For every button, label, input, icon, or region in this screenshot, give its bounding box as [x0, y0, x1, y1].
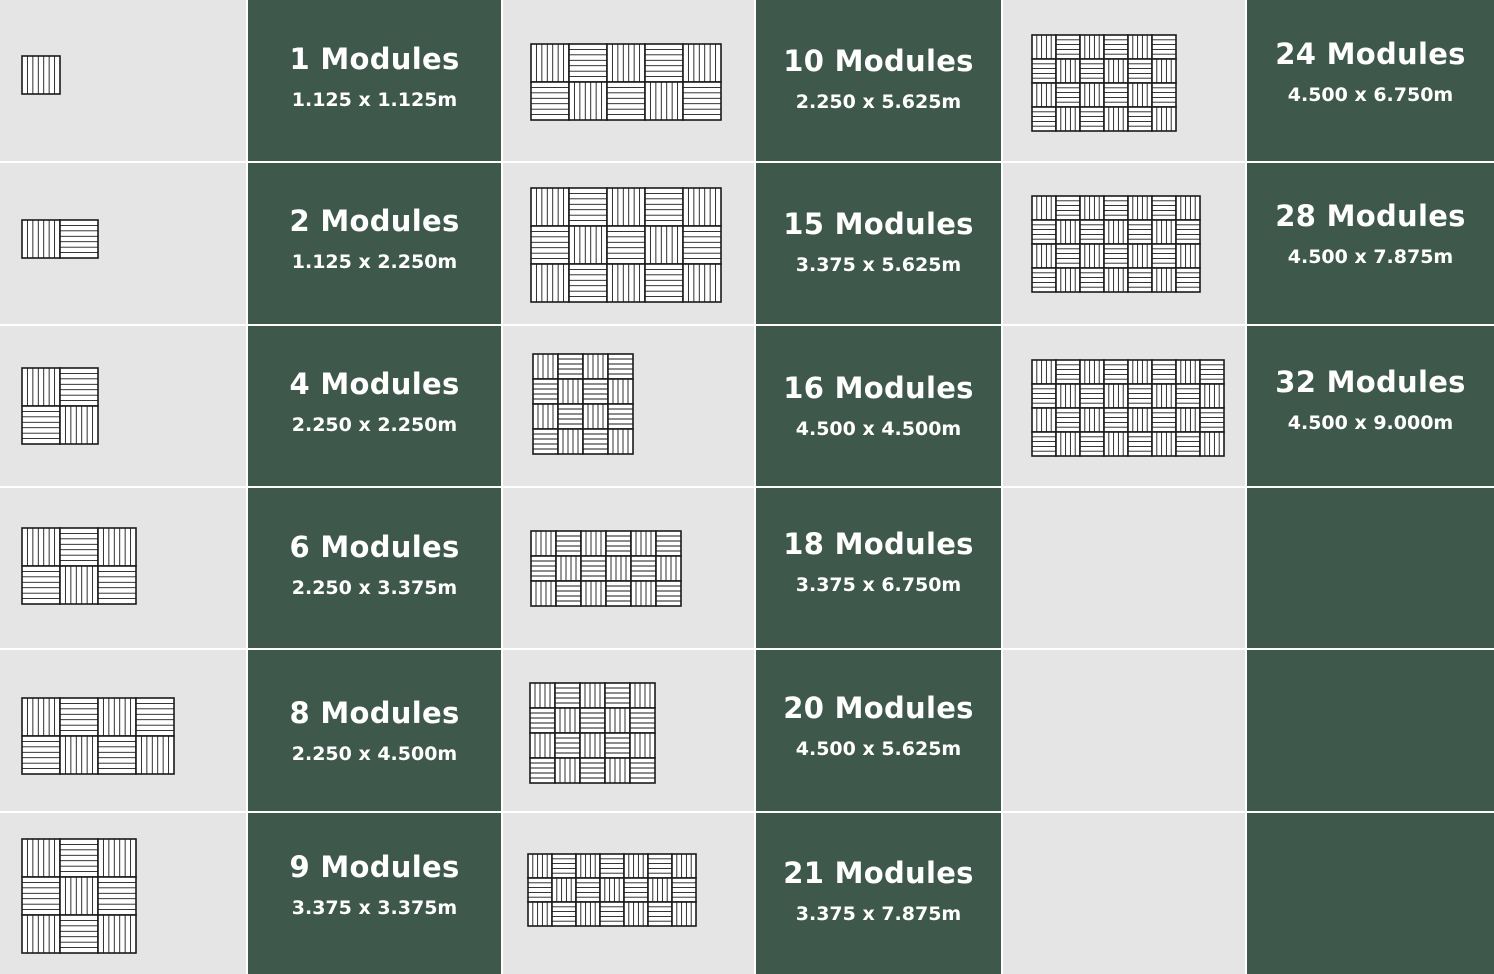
deck-tile	[22, 698, 60, 736]
deck-tile	[22, 220, 60, 258]
deck-tile	[528, 854, 552, 878]
deck-tile	[1152, 59, 1176, 83]
deck-tile	[1056, 244, 1080, 268]
module-layout-diagram	[21, 838, 137, 954]
deck-tile	[531, 264, 569, 302]
module-count: 21 Modules	[783, 856, 974, 890]
deck-tile	[672, 854, 696, 878]
module-layout-diagram	[21, 527, 137, 605]
module-dimensions: 4.500 x 7.875m	[1287, 246, 1454, 268]
deck-tile	[1152, 35, 1176, 59]
module-count: 8 Modules	[289, 696, 460, 730]
module-label-cell	[248, 813, 501, 974]
deck-tile	[606, 581, 631, 606]
deck-tile	[569, 264, 607, 302]
deck-tile	[555, 758, 580, 783]
module-label-cell	[756, 813, 1001, 974]
deck-tile	[1104, 59, 1128, 83]
deck-tile	[98, 566, 136, 604]
deck-tile	[556, 556, 581, 581]
deck-tile	[1104, 220, 1128, 244]
deck-tile	[600, 854, 624, 878]
module-layout-diagram	[1031, 359, 1225, 457]
deck-tile	[1128, 220, 1152, 244]
deck-tile	[645, 226, 683, 264]
deck-tile	[1056, 432, 1080, 456]
module-layout-diagram	[21, 219, 99, 259]
deck-tile	[580, 708, 605, 733]
deck-tile	[530, 733, 555, 758]
deck-tile	[1056, 408, 1080, 432]
deck-tile	[656, 531, 681, 556]
module-layout-diagram	[530, 530, 682, 607]
deck-tile	[533, 404, 558, 429]
deck-tile	[1056, 83, 1080, 107]
module-label-cell	[1247, 0, 1494, 161]
deck-tile	[1104, 432, 1128, 456]
deck-tile	[624, 878, 648, 902]
deck-tile	[1128, 384, 1152, 408]
diagram-cell	[1003, 163, 1245, 324]
deck-tile	[605, 708, 630, 733]
deck-tile	[1080, 360, 1104, 384]
module-label-cell	[1247, 163, 1494, 324]
deck-tile	[648, 902, 672, 926]
deck-tile	[1152, 360, 1176, 384]
diagram-cell	[0, 650, 246, 811]
deck-tile	[22, 406, 60, 444]
deck-tile	[1056, 268, 1080, 292]
deck-tile	[60, 220, 98, 258]
deck-tile	[98, 915, 136, 953]
diagram-cell	[0, 813, 246, 974]
deck-tile	[1104, 107, 1128, 131]
deck-tile	[22, 915, 60, 953]
deck-tile	[1080, 220, 1104, 244]
deck-tile	[1104, 384, 1128, 408]
deck-tile	[1104, 408, 1128, 432]
module-label-cell	[756, 488, 1001, 648]
deck-tile	[606, 556, 631, 581]
empty-cell	[1003, 813, 1245, 974]
deck-tile	[1104, 268, 1128, 292]
diagram-cell	[503, 813, 754, 974]
deck-tile	[1176, 268, 1200, 292]
deck-tile	[656, 581, 681, 606]
deck-tile	[580, 683, 605, 708]
diagram-cell	[0, 0, 246, 161]
deck-tile	[1128, 83, 1152, 107]
deck-tile	[624, 902, 648, 926]
deck-tile	[645, 188, 683, 226]
deck-tile	[530, 758, 555, 783]
deck-tile	[528, 878, 552, 902]
deck-tile	[607, 82, 645, 120]
deck-tile	[569, 226, 607, 264]
module-layout-diagram	[21, 367, 99, 445]
deck-tile	[683, 264, 721, 302]
deck-tile	[580, 733, 605, 758]
deck-tile	[60, 698, 98, 736]
deck-tile	[555, 733, 580, 758]
deck-tile	[555, 683, 580, 708]
deck-tile	[631, 556, 656, 581]
deck-tile	[581, 581, 606, 606]
module-dimensions: 2.250 x 4.500m	[291, 743, 458, 765]
deck-tile	[1032, 360, 1056, 384]
deck-tile	[600, 902, 624, 926]
module-layout-diagram	[527, 853, 697, 927]
deck-tile	[530, 708, 555, 733]
deck-tile	[605, 683, 630, 708]
deck-tile	[530, 683, 555, 708]
module-dimensions: 3.375 x 6.750m	[795, 574, 962, 596]
deck-tile	[1176, 360, 1200, 384]
deck-tile	[1080, 59, 1104, 83]
deck-tile	[136, 736, 174, 774]
deck-tile	[672, 902, 696, 926]
module-dimensions: 2.250 x 5.625m	[795, 91, 962, 113]
module-layout-diagram	[529, 682, 656, 784]
deck-tile	[22, 368, 60, 406]
deck-tile	[1080, 83, 1104, 107]
deck-tile	[1032, 408, 1056, 432]
deck-tile	[631, 531, 656, 556]
module-dimensions: 3.375 x 7.875m	[795, 903, 962, 925]
deck-tile	[558, 404, 583, 429]
deck-tile	[1152, 408, 1176, 432]
deck-tile	[528, 902, 552, 926]
module-count: 28 Modules	[1275, 199, 1466, 233]
deck-tile	[1152, 384, 1176, 408]
deck-tile	[1080, 196, 1104, 220]
diagram-cell	[1003, 0, 1245, 161]
deck-tile	[1104, 360, 1128, 384]
deck-tile	[1176, 196, 1200, 220]
deck-tile	[1176, 220, 1200, 244]
deck-tile	[22, 736, 60, 774]
module-dimensions: 4.500 x 6.750m	[1287, 84, 1454, 106]
deck-tile	[569, 82, 607, 120]
deck-tile	[1128, 408, 1152, 432]
empty-cell	[1247, 813, 1494, 974]
module-layout-diagram	[21, 697, 175, 775]
deck-tile	[1080, 244, 1104, 268]
deck-tile	[1032, 59, 1056, 83]
module-label-cell	[756, 326, 1001, 486]
module-count: 10 Modules	[783, 44, 974, 78]
module-dimensions: 4.500 x 9.000m	[1287, 412, 1454, 434]
module-dimensions: 3.375 x 5.625m	[795, 254, 962, 276]
deck-tile	[645, 264, 683, 302]
diagram-cell	[0, 326, 246, 486]
deck-tile	[1032, 35, 1056, 59]
deck-tile	[531, 82, 569, 120]
deck-tile	[22, 877, 60, 915]
deck-tile	[1056, 220, 1080, 244]
deck-tile	[98, 698, 136, 736]
module-count: 18 Modules	[783, 527, 974, 561]
deck-tile	[569, 188, 607, 226]
deck-tile	[60, 736, 98, 774]
deck-tile	[583, 404, 608, 429]
module-dimensions: 3.375 x 3.375m	[291, 897, 458, 919]
deck-tile	[531, 226, 569, 264]
deck-tile	[22, 839, 60, 877]
module-layout-diagram	[532, 353, 634, 455]
deck-tile	[1200, 408, 1224, 432]
deck-tile	[1176, 432, 1200, 456]
module-count: 2 Modules	[289, 204, 460, 238]
diagram-cell	[503, 0, 754, 161]
deck-tile	[583, 379, 608, 404]
module-count: 16 Modules	[783, 371, 974, 405]
deck-tile	[60, 406, 98, 444]
deck-tile	[683, 82, 721, 120]
deck-tile	[1200, 432, 1224, 456]
deck-tile	[558, 429, 583, 454]
deck-tile	[1152, 432, 1176, 456]
deck-tile	[98, 877, 136, 915]
deck-tile	[1032, 83, 1056, 107]
deck-tile	[581, 556, 606, 581]
deck-tile	[1056, 107, 1080, 131]
module-count: 6 Modules	[289, 530, 460, 564]
module-count: 24 Modules	[1275, 37, 1466, 71]
deck-tile	[552, 854, 576, 878]
deck-tile	[1080, 107, 1104, 131]
module-dimensions: 1.125 x 2.250m	[291, 251, 458, 273]
deck-tile	[1128, 196, 1152, 220]
deck-tile	[683, 44, 721, 82]
deck-tile	[608, 354, 633, 379]
deck-tile	[607, 44, 645, 82]
deck-tile	[60, 566, 98, 604]
deck-tile	[531, 556, 556, 581]
deck-tile	[645, 82, 683, 120]
deck-tile	[558, 354, 583, 379]
module-label-cell	[756, 650, 1001, 811]
deck-tile	[656, 556, 681, 581]
deck-tile	[1056, 35, 1080, 59]
deck-tile	[583, 354, 608, 379]
deck-tile	[60, 839, 98, 877]
deck-tile	[558, 379, 583, 404]
deck-tile	[607, 226, 645, 264]
diagram-cell	[503, 163, 754, 324]
deck-tile	[552, 878, 576, 902]
module-count: 4 Modules	[289, 367, 460, 401]
deck-tile	[630, 758, 655, 783]
module-label-cell	[756, 163, 1001, 324]
deck-tile	[1080, 384, 1104, 408]
deck-tile	[672, 878, 696, 902]
deck-tile	[569, 44, 607, 82]
deck-tile	[648, 878, 672, 902]
empty-cell	[1003, 650, 1245, 811]
deck-tile	[531, 531, 556, 556]
diagram-cell	[503, 326, 754, 486]
deck-tile	[533, 429, 558, 454]
module-label-cell	[248, 163, 501, 324]
deck-tile	[60, 368, 98, 406]
deck-tile	[576, 854, 600, 878]
module-dimensions: 4.500 x 5.625m	[795, 738, 962, 760]
module-label-cell	[248, 488, 501, 648]
deck-tile	[1056, 384, 1080, 408]
deck-tile	[583, 429, 608, 454]
deck-tile	[1032, 268, 1056, 292]
deck-tile	[630, 708, 655, 733]
deck-tile	[1032, 384, 1056, 408]
deck-tile	[624, 854, 648, 878]
deck-tile	[1200, 360, 1224, 384]
module-layout-diagram	[1031, 34, 1177, 132]
deck-tile	[630, 733, 655, 758]
deck-tile	[608, 379, 633, 404]
deck-tile	[556, 531, 581, 556]
deck-tile	[1128, 268, 1152, 292]
deck-tile	[683, 226, 721, 264]
deck-tile	[1056, 360, 1080, 384]
deck-tile	[98, 839, 136, 877]
diagram-cell	[1003, 326, 1245, 486]
deck-tile	[1128, 244, 1152, 268]
deck-tile	[60, 528, 98, 566]
deck-tile	[533, 379, 558, 404]
diagram-cell	[0, 163, 246, 324]
deck-tile	[556, 581, 581, 606]
deck-tile	[1080, 35, 1104, 59]
module-count: 1 Modules	[289, 42, 460, 76]
deck-tile	[1152, 268, 1176, 292]
module-dimensions: 1.125 x 1.125m	[291, 89, 458, 111]
deck-tile	[607, 264, 645, 302]
deck-tile	[630, 683, 655, 708]
module-dimensions: 2.250 x 3.375m	[291, 577, 458, 599]
module-label-cell	[248, 326, 501, 486]
deck-tile	[1104, 35, 1128, 59]
deck-tile	[555, 708, 580, 733]
deck-tile	[605, 733, 630, 758]
module-count: 20 Modules	[783, 691, 974, 725]
deck-tile	[581, 531, 606, 556]
empty-cell	[1247, 488, 1494, 648]
deck-tile	[22, 528, 60, 566]
deck-tile	[631, 581, 656, 606]
deck-tile	[576, 902, 600, 926]
empty-cell	[1003, 488, 1245, 648]
deck-tile	[605, 758, 630, 783]
empty-cell	[1247, 650, 1494, 811]
deck-tile	[1056, 196, 1080, 220]
deck-tile	[552, 902, 576, 926]
deck-tile	[576, 878, 600, 902]
deck-tile	[607, 188, 645, 226]
deck-tile	[1176, 408, 1200, 432]
diagram-cell	[503, 650, 754, 811]
deck-tile	[1080, 432, 1104, 456]
deck-tile	[1104, 196, 1128, 220]
deck-tile	[608, 404, 633, 429]
module-count: 15 Modules	[783, 207, 974, 241]
module-layout-diagram	[530, 43, 722, 121]
deck-tile	[1032, 432, 1056, 456]
deck-tile	[1104, 244, 1128, 268]
deck-tile	[1032, 220, 1056, 244]
deck-tile	[580, 758, 605, 783]
deck-tile	[531, 581, 556, 606]
deck-tile	[60, 877, 98, 915]
deck-tile	[1200, 384, 1224, 408]
deck-tile	[98, 528, 136, 566]
module-layout-diagram	[1031, 195, 1201, 293]
module-count: 32 Modules	[1275, 365, 1466, 399]
deck-tile	[1104, 83, 1128, 107]
deck-tile	[1128, 360, 1152, 384]
deck-tile	[98, 736, 136, 774]
deck-tile	[1176, 244, 1200, 268]
deck-tile	[1032, 244, 1056, 268]
module-label-cell	[1247, 326, 1494, 486]
deck-tile	[600, 878, 624, 902]
deck-tile	[1152, 244, 1176, 268]
diagram-cell	[0, 488, 246, 648]
deck-tile	[1152, 83, 1176, 107]
deck-tile	[1152, 196, 1176, 220]
module-dimensions: 4.500 x 4.500m	[795, 418, 962, 440]
deck-tile	[1152, 107, 1176, 131]
deck-tile	[22, 566, 60, 604]
deck-tile	[1032, 196, 1056, 220]
module-count: 9 Modules	[289, 850, 460, 884]
deck-tile	[1128, 432, 1152, 456]
deck-tile	[22, 56, 60, 94]
deck-tile	[1128, 35, 1152, 59]
deck-tile	[683, 188, 721, 226]
deck-tile	[1080, 268, 1104, 292]
deck-tile	[1128, 107, 1152, 131]
deck-tile	[608, 429, 633, 454]
module-layout-diagram	[530, 187, 722, 303]
deck-tile	[1080, 408, 1104, 432]
module-layout-diagram	[21, 55, 61, 95]
module-label-cell	[756, 0, 1001, 161]
deck-tile	[606, 531, 631, 556]
diagram-cell	[503, 488, 754, 648]
module-dimensions: 2.250 x 2.250m	[291, 414, 458, 436]
module-label-cell	[248, 0, 501, 161]
deck-tile	[531, 188, 569, 226]
deck-tile	[645, 44, 683, 82]
module-label-cell	[248, 650, 501, 811]
deck-tile	[648, 854, 672, 878]
deck-tile	[1056, 59, 1080, 83]
deck-tile	[531, 44, 569, 82]
deck-tile	[60, 915, 98, 953]
deck-tile	[1128, 59, 1152, 83]
deck-tile	[1176, 384, 1200, 408]
deck-tile	[136, 698, 174, 736]
deck-tile	[1152, 220, 1176, 244]
deck-tile	[1032, 107, 1056, 131]
deck-tile	[533, 354, 558, 379]
